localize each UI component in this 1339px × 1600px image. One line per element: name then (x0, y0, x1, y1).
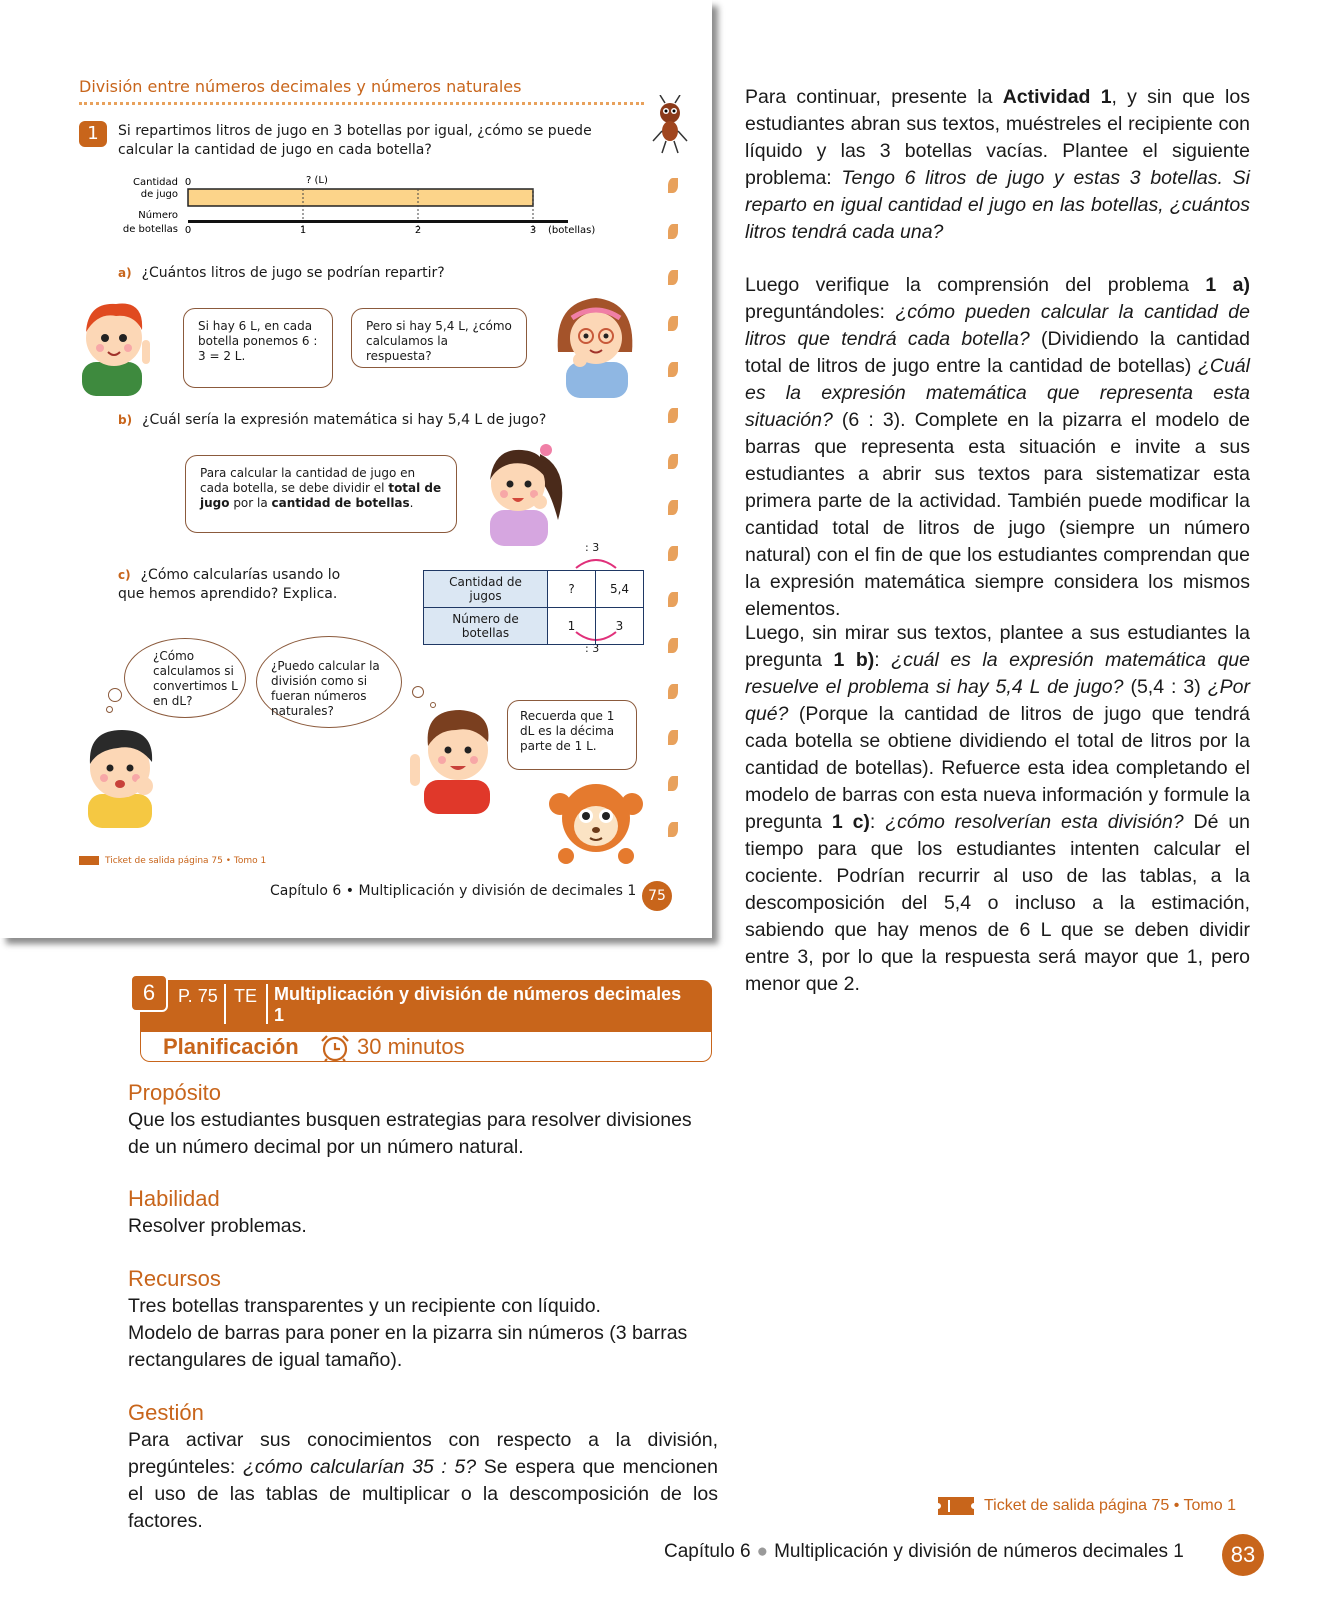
p2-text-a: Luego verifique la comprensión del problema (745, 274, 1206, 296)
p1-text-a: Para continuar, presente la (745, 86, 1003, 108)
table-row (424, 571, 644, 608)
leaf-decoration (668, 500, 678, 515)
dotted-divider (79, 102, 644, 105)
section-body-proposito: Que los estudiantes busquen estrategias para resolver divisiones de un número decimal por un número natural. (128, 1109, 692, 1158)
explanation-bold-total: total de jugo (200, 481, 442, 510)
section-title-habilidad: Habilidad (128, 1186, 220, 1211)
juice-bottles-table (423, 570, 644, 645)
recursos-line-2: Modelo de barras para poner en la pizarra sin números (3 barras rectangulares de igual tamaño). (128, 1322, 688, 1371)
leaf-decoration (668, 776, 678, 791)
explanation-text-2: por la (229, 496, 272, 510)
leaf-decoration (668, 822, 678, 837)
section-title-proposito: Propósito (128, 1080, 221, 1105)
thought-dot (108, 688, 122, 702)
bar-top-unknown: ? (L) (306, 175, 328, 186)
student-page-title: División entre números decimales y números naturales (79, 77, 522, 96)
leaf-decoration (668, 730, 678, 745)
p3-italic-1: ¿cuál es la expresión matemática que resuelve el problema si hay 5,4 L de jugo? (745, 649, 1250, 698)
table-cell: ? (548, 571, 596, 608)
explanation-text-3: . (409, 496, 414, 510)
lesson-title: Multiplicación y división de números decimales 1 (274, 984, 682, 1025)
thought-bubble-dl: ¿Cómo calculamos si convertimos L en dL? (124, 638, 246, 718)
table-header-cell: Número de botellas (424, 608, 548, 645)
page-ticket (938, 1497, 1236, 1515)
page-footer (664, 1541, 1184, 1563)
section-body-habilidad: Resolver problemas. (128, 1215, 307, 1237)
table-cell: 1 (548, 608, 596, 645)
footer-chapter: Capítulo 6 (664, 1541, 751, 1562)
question-c-text: ¿Cómo calcularías usando lo que hemos aprendido? Explica. (118, 567, 341, 602)
bar-unit: (botellas) (548, 225, 596, 236)
boy-brown-hair-illustration (404, 702, 500, 814)
bar-tick-1: 1 (299, 225, 307, 236)
ticket-icon (938, 1497, 974, 1515)
right-paragraph-1 (745, 84, 1250, 246)
p3-text-d: (5,4 : 3) (1123, 676, 1208, 698)
leaf-decoration (668, 638, 678, 653)
table-cell: 3 (596, 608, 644, 645)
p3-text-c: : (874, 649, 892, 671)
thought-bubble-natural: ¿Puedo calcular la división como si fueran números naturales? (256, 636, 402, 728)
leaf-decoration (668, 546, 678, 561)
table-op-top: : 3 (585, 541, 600, 554)
recursos-line-1: Tres botellas transparentes y un recipiente con líquido. (128, 1295, 601, 1317)
leaf-decoration (668, 408, 678, 423)
p2-text-d: (Dividiendo la cantidad total de litros de jugo entre la cantidad de botellas) (745, 328, 1251, 377)
bar-label-de-jugo: de jugo (140, 189, 178, 200)
bar-tick-0: 0 (184, 225, 192, 236)
alarm-clock-icon (319, 1034, 351, 1062)
leaf-decoration (668, 592, 678, 607)
girl-ponytail-illustration (480, 440, 570, 546)
p3-text-e: (Porque la cantidad de litros de jugo que tendrá cada botella se obtiene dividiendo el total de litros por la cantidad de botellas). Refuerce esta idea completando el modelo de barras con esta nueva información y formule la pregunta (745, 703, 1250, 833)
table-row (424, 608, 644, 645)
p3-bold-1c: 1 c) (831, 811, 870, 833)
bar-tick-2: 2 (414, 225, 422, 236)
right-paragraph-3 (745, 620, 1250, 998)
section-body-recursos (128, 1293, 718, 1374)
juice-bar (188, 189, 533, 206)
p2-bold-1a: 1 a) (1205, 274, 1250, 296)
leaf-decoration (668, 362, 678, 377)
bar-label-de-botellas: de botellas (122, 224, 178, 235)
lesson-page-ref: P. 75 (178, 986, 218, 1006)
section-title-gestion: Gestión (128, 1400, 204, 1425)
header-separator (266, 984, 268, 1024)
activity-question: Si repartimos litros de jugo en 3 botellas por igual, ¿cómo se puede calcular la cantidad de jugo en cada botella? (118, 123, 592, 158)
question-b (118, 411, 546, 430)
activity-number-badge: 1 (79, 121, 107, 147)
thought-dot (106, 706, 113, 713)
bar-tick-3: 3 (529, 225, 537, 236)
student-page-footer: Capítulo 6 • Multiplicación y división de decimales 1 (270, 883, 637, 899)
bottles-bar (188, 220, 568, 223)
monkey-mascot-icon (548, 782, 644, 866)
page-number: 83 (1222, 1534, 1264, 1576)
bar-label-numero: Número (138, 210, 178, 221)
p1-text-c: , y sin que los estudiantes abran sus textos, muéstreles el recipiente con líquido y las 3 botellas vacías. Plantee el siguiente problema: (745, 86, 1250, 189)
bar-label-cantidad: Cantidad (133, 177, 178, 188)
lesson-te: TE (234, 986, 258, 1006)
question-a-letter: a) (118, 266, 132, 280)
footer-title: Multiplicación y división de números decimales 1 (774, 1541, 1184, 1562)
p2-text-e: (6 : 3). Complete en la pizarra el modelo de barras que representa esta situación e invite a sus estudiantes a abrir sus textos para sistematizar esta primera parte de la actividad. También puede modificar la cantidad total de litros de jugo (siempre un número natural) con el fin de que los estudiantes comprendan que la expresión matemática siempre considera los mismos elementos. (745, 409, 1250, 620)
table-cell: 5,4 (596, 571, 644, 608)
girl-glasses-illustration (552, 292, 638, 398)
p2-italic-2: ¿Cuál es la expresión matemática que representa esta situación? (745, 355, 1250, 431)
leaf-decoration (668, 178, 678, 193)
explanation-bold-bottles: cantidad de botellas (271, 496, 410, 510)
gestion-text-b: Se espera que mencionen el uso de las tablas de multiplicar o la descomposición de los factores. (128, 1456, 719, 1532)
table-header-cell: Cantidad de jugos (424, 571, 548, 608)
question-b-letter: b) (118, 413, 133, 427)
student-ticket (79, 856, 266, 866)
p3-text-a: Luego, sin mirar sus textos, plantee a sus estudiantes la pregunta (745, 622, 1250, 671)
p3-text-g: : (869, 811, 886, 833)
planning-duration: 30 minutos (357, 1034, 465, 1059)
planning-label: Planificación (163, 1034, 299, 1059)
bar-top-zero: 0 (184, 177, 192, 188)
speech-bubble-boy: Si hay 6 L, en cada botella ponemos 6 : 3 = 2 L. (183, 308, 333, 388)
p3-text-h: Dé un tiempo para que los estudiantes intenten calcular el cociente. Podrían recurrir al uso de las tablas, a la descomposición del 5,4 o incluso a la estimación, sabiendo que hay menos de 6 L que se deben dividir entre 3, por lo que la respuesta será mayor que 1, pero menor que 2. (745, 811, 1251, 995)
p3-italic-3: ¿cómo resolverían esta división? (885, 811, 1184, 833)
gestion-text-a: Para activar sus conocimientos con respecto a la división, pregúnteles: (128, 1429, 718, 1478)
leaf-decoration (668, 454, 678, 469)
footer-dot-icon: ● (756, 1541, 769, 1562)
boy-black-hair-illustration (78, 722, 170, 828)
boy-red-hair-illustration (78, 296, 160, 396)
section-body-gestion (128, 1427, 718, 1535)
thought-dot (412, 686, 424, 698)
right-paragraph-2 (745, 272, 1250, 623)
leaf-decoration (668, 270, 678, 285)
student-page-number: 75 (642, 881, 672, 911)
chapter-badge: 6 (130, 974, 168, 1012)
page-ticket-text: Ticket de salida página 75 • Tomo 1 (984, 1497, 1236, 1514)
leaf-decoration (668, 684, 678, 699)
question-c (118, 566, 358, 604)
student-ticket-text: Ticket de salida página 75 • Tomo 1 (105, 856, 267, 866)
lesson-header (130, 980, 712, 1062)
leaf-decoration (668, 224, 678, 239)
question-c-letter: c) (118, 568, 131, 582)
p2-italic-1: ¿cómo pueden calcular la cantidad de litros que tendrá cada botella? (745, 301, 1250, 350)
speech-bubble-recuerda: Recuerda que 1 dL es la décima parte de 1 L. (507, 700, 637, 770)
section-title-recursos: Recursos (128, 1266, 221, 1291)
question-a (118, 264, 445, 283)
ant-mascot-icon (650, 95, 690, 155)
gestion-question: ¿cómo calcularían 35 : 5? (242, 1456, 477, 1478)
ticket-icon (79, 856, 99, 865)
p3-bold-1b: 1 b) (833, 649, 875, 671)
p2-text-c: preguntándoles: (745, 301, 896, 323)
speech-bubble-girl: Pero si hay 5,4 L, ¿cómo calculamos la respuesta? (351, 308, 527, 368)
student-page-inset (0, 0, 712, 938)
planning-row (140, 1032, 712, 1062)
bar-model-diagram (118, 174, 608, 244)
speech-bubble-explanation (185, 455, 457, 533)
table-op-bottom: : 3 (585, 642, 600, 655)
question-b-text: ¿Cuál sería la expresión matemática si hay 5,4 L de jugo? (142, 412, 547, 428)
question-a-text: ¿Cuántos litros de jugo se podrían repartir? (141, 265, 445, 281)
explanation-text-1: Para calcular la cantidad de jugo en cada botella, se debe dividir el (200, 466, 416, 495)
header-separator (224, 984, 226, 1024)
p1-bold-actividad: Actividad 1 (1002, 86, 1112, 108)
p1-problem-italic: Tengo 6 litros de jugo y estas 3 botellas. Si reparto en igual cantidad el jugo en las botellas, ¿cuántos litros tendrá cada una? (745, 167, 1250, 243)
leaf-decoration (668, 316, 678, 331)
p3-italic-2: ¿Por qué? (745, 676, 1250, 725)
